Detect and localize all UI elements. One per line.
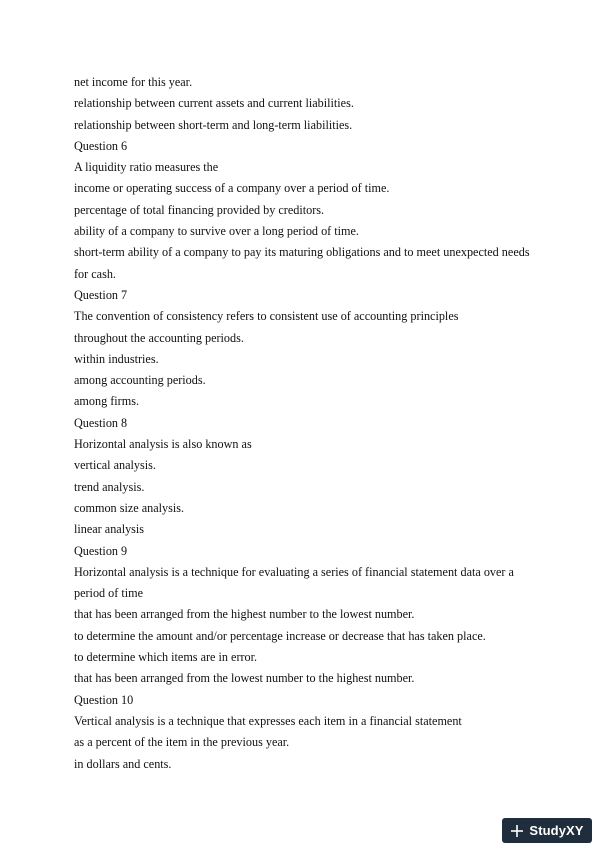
question-heading: Question 8: [74, 415, 128, 430]
question-heading: Question 10: [74, 692, 134, 707]
answer-option: vertical analysis.: [74, 458, 156, 473]
answer-option: for cash.: [74, 266, 116, 281]
answer-option: ability of a company to survive over a long period of time.: [74, 224, 359, 239]
text-line: net income for this year.: [74, 75, 193, 89]
question-heading: Question 9: [74, 543, 128, 558]
answer-option: that has been arranged from the lowest number to the highest number.: [74, 671, 415, 686]
studyxy-logo-text: StudyXY: [529, 823, 584, 838]
answer-option: throughout the accounting periods.: [74, 330, 244, 345]
question-heading: Question 7: [74, 287, 128, 302]
answer-option: common size analysis.: [74, 500, 185, 515]
answer-option: income or operating success of a company over a period of time.: [74, 181, 390, 196]
plus-icon: [510, 824, 524, 838]
answer-option: in dollars and cents.: [74, 756, 172, 771]
answer-option: percentage of total financing provided by creditors.: [74, 202, 325, 217]
answer-option: to determine which items are in error.: [74, 650, 258, 665]
answer-option: trend analysis.: [74, 479, 145, 494]
answer-option: linear analysis: [74, 522, 145, 537]
answer-option: among accounting periods.: [74, 373, 206, 388]
document-body: [74, 72, 549, 775]
question-stem: Horizontal analysis is a technique for evaluating a series of financial statement data over a: [74, 564, 514, 579]
answer-option: short-term ability of a company to pay its maturing obligations and to meet unexpected needs: [74, 245, 530, 260]
question-stem: Horizontal analysis is also known as: [74, 437, 252, 452]
question-stem: Vertical analysis is a technique that expresses each item in a financial statement: [74, 713, 462, 728]
answer-option: within industries.: [74, 351, 159, 366]
answer-option: as a percent of the item in the previous year.: [74, 735, 290, 750]
question-stem: period of time: [74, 586, 144, 601]
text-line: relationship between short-term and long-term liabilities.: [74, 117, 353, 132]
question-heading: Question 6: [74, 138, 128, 153]
question-stem: The convention of consistency refers to consistent use of accounting principles: [74, 309, 459, 324]
question-stem: A liquidity ratio measures the: [74, 160, 219, 175]
text-line: relationship between current assets and current liabilities.: [74, 96, 354, 111]
answer-option: among firms.: [74, 394, 139, 409]
studyxy-badge[interactable]: [502, 818, 592, 843]
answer-option: to determine the amount and/or percentage increase or decrease that has taken place.: [74, 628, 486, 643]
answer-option: that has been arranged from the highest number to the lowest number.: [74, 607, 415, 622]
